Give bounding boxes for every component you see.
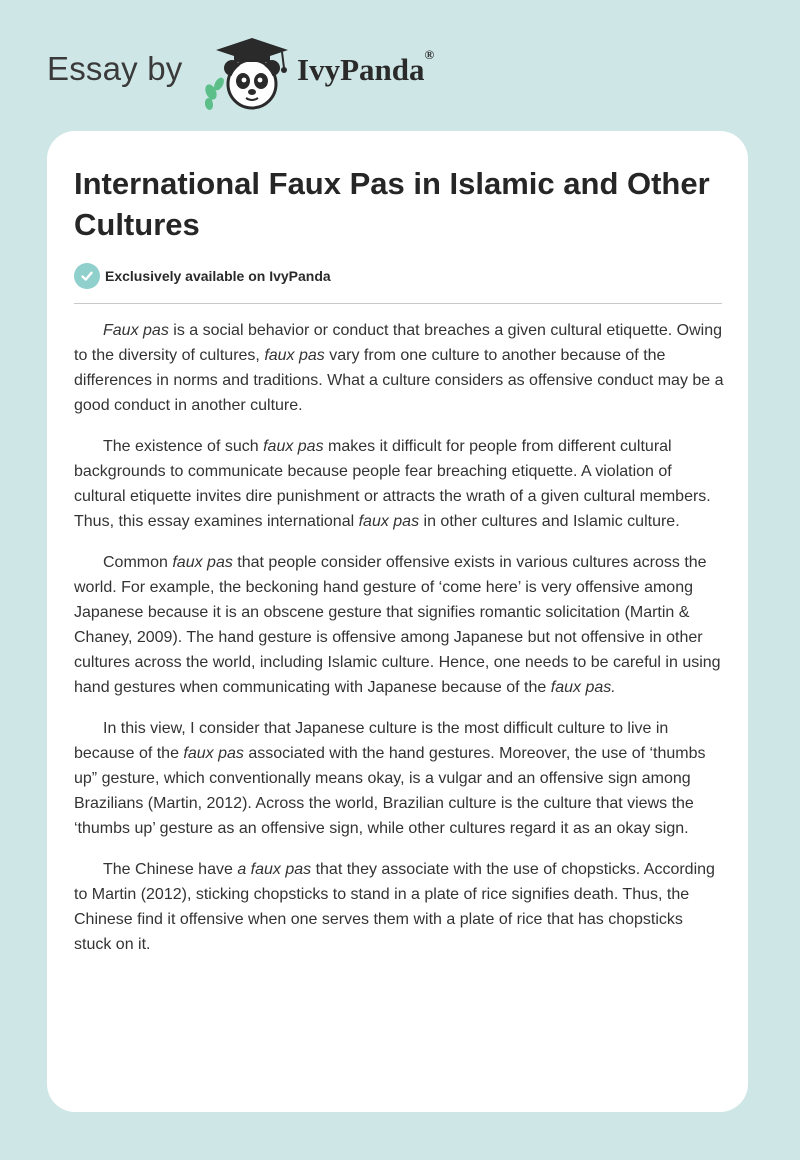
exclusive-badge	[74, 263, 331, 289]
body-paragraph	[74, 857, 724, 957]
emphasized-term: faux pas	[263, 438, 324, 455]
essay-by-label: Essay by	[47, 50, 183, 87]
body-paragraph	[74, 434, 724, 534]
brand-text: IvyPanda	[297, 52, 425, 87]
registered-mark: ®	[424, 46, 435, 62]
essay-title: International Faux Pas in Islamic and Other Cultures	[74, 166, 710, 242]
emphasized-term: faux pas	[183, 745, 244, 762]
emphasized-term: a faux pas	[237, 861, 312, 878]
paragraph-text: Common	[103, 554, 173, 571]
emphasized-term: faux pas.	[550, 679, 616, 696]
paragraph-text: that people consider offensive exists in various cultures across the world. For example, the beckoning hand gesture of ‘come here’ is very offensive among Japanese because it is an obscene gesture that signifies romantic solicitation (Martin & Chaney, 2009). The hand gesture is offensive among Japanese but not offensive in other cultures across the world, including Islamic culture. Hence, one needs to be careful in using hand gestures when communicating with Japanese because of the	[74, 554, 721, 696]
essay-body	[74, 318, 724, 973]
paragraph-text: associated with the hand gestures. Moreover, the use of ‘thumbs up” gesture, which conventionally means okay, is a vulgar and an offensive sign among Brazilians (Martin, 2012). Across the world, Brazilian culture is the culture that views the ‘thumbs up’ gesture as an offensive sign, while other cultures regard it as an okay sign.	[74, 745, 706, 837]
essay-card	[47, 131, 748, 1112]
exclusive-badge-label: Exclusively available on IvyPanda	[105, 268, 331, 284]
emphasized-term: faux pas	[264, 347, 325, 364]
paragraph-text: makes it difficult for people from different cultural backgrounds to communicate because people fear breaching etiquette. A violation of cultural etiquette invites dire punishment or attracts the wrath of a given cultural members. Thus, this essay examines international	[74, 438, 711, 530]
panda-graduate-icon[interactable]	[202, 34, 294, 112]
emphasized-term: Faux pas	[103, 322, 169, 339]
body-paragraph	[74, 716, 724, 841]
divider	[74, 303, 722, 304]
body-paragraph	[74, 318, 724, 418]
emphasized-term: faux pas	[172, 554, 233, 571]
paragraph-text: that they associate with the use of chopsticks. According to Martin (2012), sticking chopsticks to stand in a plate of rice signifies death. Thus, the Chinese find it offensive when one serves them with a plate of rice that has chopsticks stuck on it.	[74, 861, 715, 953]
paragraph-text: The Chinese have	[103, 861, 238, 878]
paragraph-text: is a social behavior or conduct that breaches a given cultural etiquette. Owing to the diversity of cultures,	[74, 322, 723, 364]
brand-name[interactable]	[297, 46, 435, 88]
paragraph-text: In this view, I consider that Japanese culture is the most difficult culture to live in because of the	[74, 720, 669, 762]
paragraph-text: in other cultures and Islamic culture.	[419, 513, 680, 530]
emphasized-term: faux pas	[358, 513, 420, 530]
paragraph-text: vary from one culture to another because of the differences in norms and traditions. What a culture considers as offensive conduct may be a good conduct in another culture.	[74, 347, 724, 414]
body-paragraph	[74, 550, 724, 700]
paragraph-text: The existence of such	[103, 438, 264, 455]
checkmark-icon	[74, 263, 100, 289]
